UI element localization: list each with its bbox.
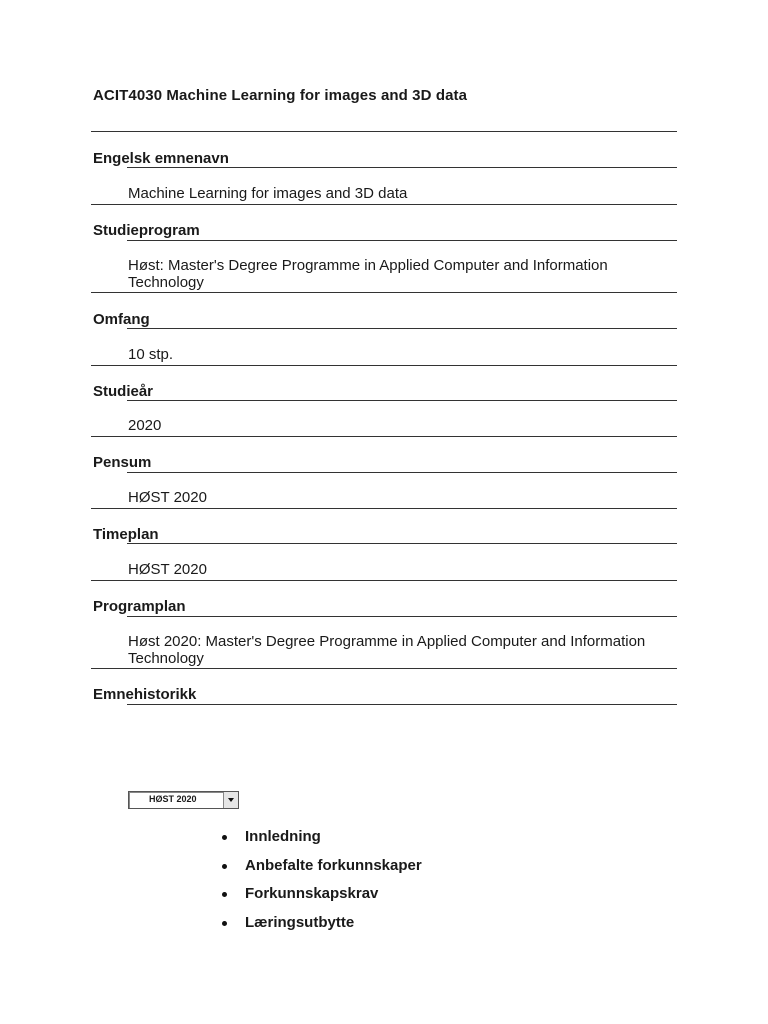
label-scope: Omfang [93,311,150,328]
semester-select-value: HØST 2020 [149,794,197,804]
chevron-down-icon[interactable] [223,792,238,808]
divider [127,167,677,168]
page-title: ACIT4030 Machine Learning for images and 3D data [93,87,468,104]
bullet-icon [222,921,227,926]
label-course-history: Emnehistorikk [93,686,197,703]
divider [91,580,677,581]
bullet-icon [222,835,227,840]
divider [91,436,677,437]
toc-item-introduction[interactable] [220,828,422,857]
divider [127,704,677,705]
divider [91,292,677,293]
toc-item-learning-outcomes[interactable] [220,914,422,943]
divider [127,543,677,544]
label-programme-plan: Programplan [93,598,186,615]
divider [127,472,677,473]
label-study-programme: Studieprogram [93,222,200,239]
divider [91,668,677,669]
toc-item-label: Forkunnskapskrav [245,885,379,902]
divider [91,204,677,205]
value-curriculum[interactable]: HØST 2020 [128,489,207,506]
divider [91,365,677,366]
value-programme-plan[interactable]: Høst 2020: Master's Degree Programme in Applied Computer and Information Technology [128,633,646,667]
title-divider [91,131,677,132]
divider [91,508,677,509]
divider [127,328,677,329]
toc-item-recommended-prerequisites[interactable] [220,857,422,886]
bullet-icon [222,864,227,869]
divider [127,616,677,617]
toc-item-label: Anbefalte forkunnskaper [245,856,422,874]
value-study-year: 2020 [128,417,162,434]
toc-item-label: Innledning [245,828,321,845]
divider [127,240,677,241]
label-study-year: Studieår [93,383,154,400]
toc-item-label: Læringsutbytte [245,913,355,931]
label-timetable: Timeplan [93,526,159,543]
label-curriculum: Pensum [93,454,152,471]
value-english-course-name: Machine Learning for images and 3D data [128,185,408,202]
value-scope: 10 stp. [128,346,174,363]
semester-select[interactable] [128,791,239,809]
label-english-course-name: Engelsk emnenavn [93,150,229,167]
value-timetable[interactable]: HØST 2020 [128,561,207,578]
toc-item-prerequisites[interactable] [220,885,422,914]
bullet-icon [222,892,227,897]
divider [127,400,677,401]
table-of-contents [220,828,422,942]
value-study-programme: Høst: Master's Degree Programme in Applied Computer and Information Technology [128,257,608,291]
